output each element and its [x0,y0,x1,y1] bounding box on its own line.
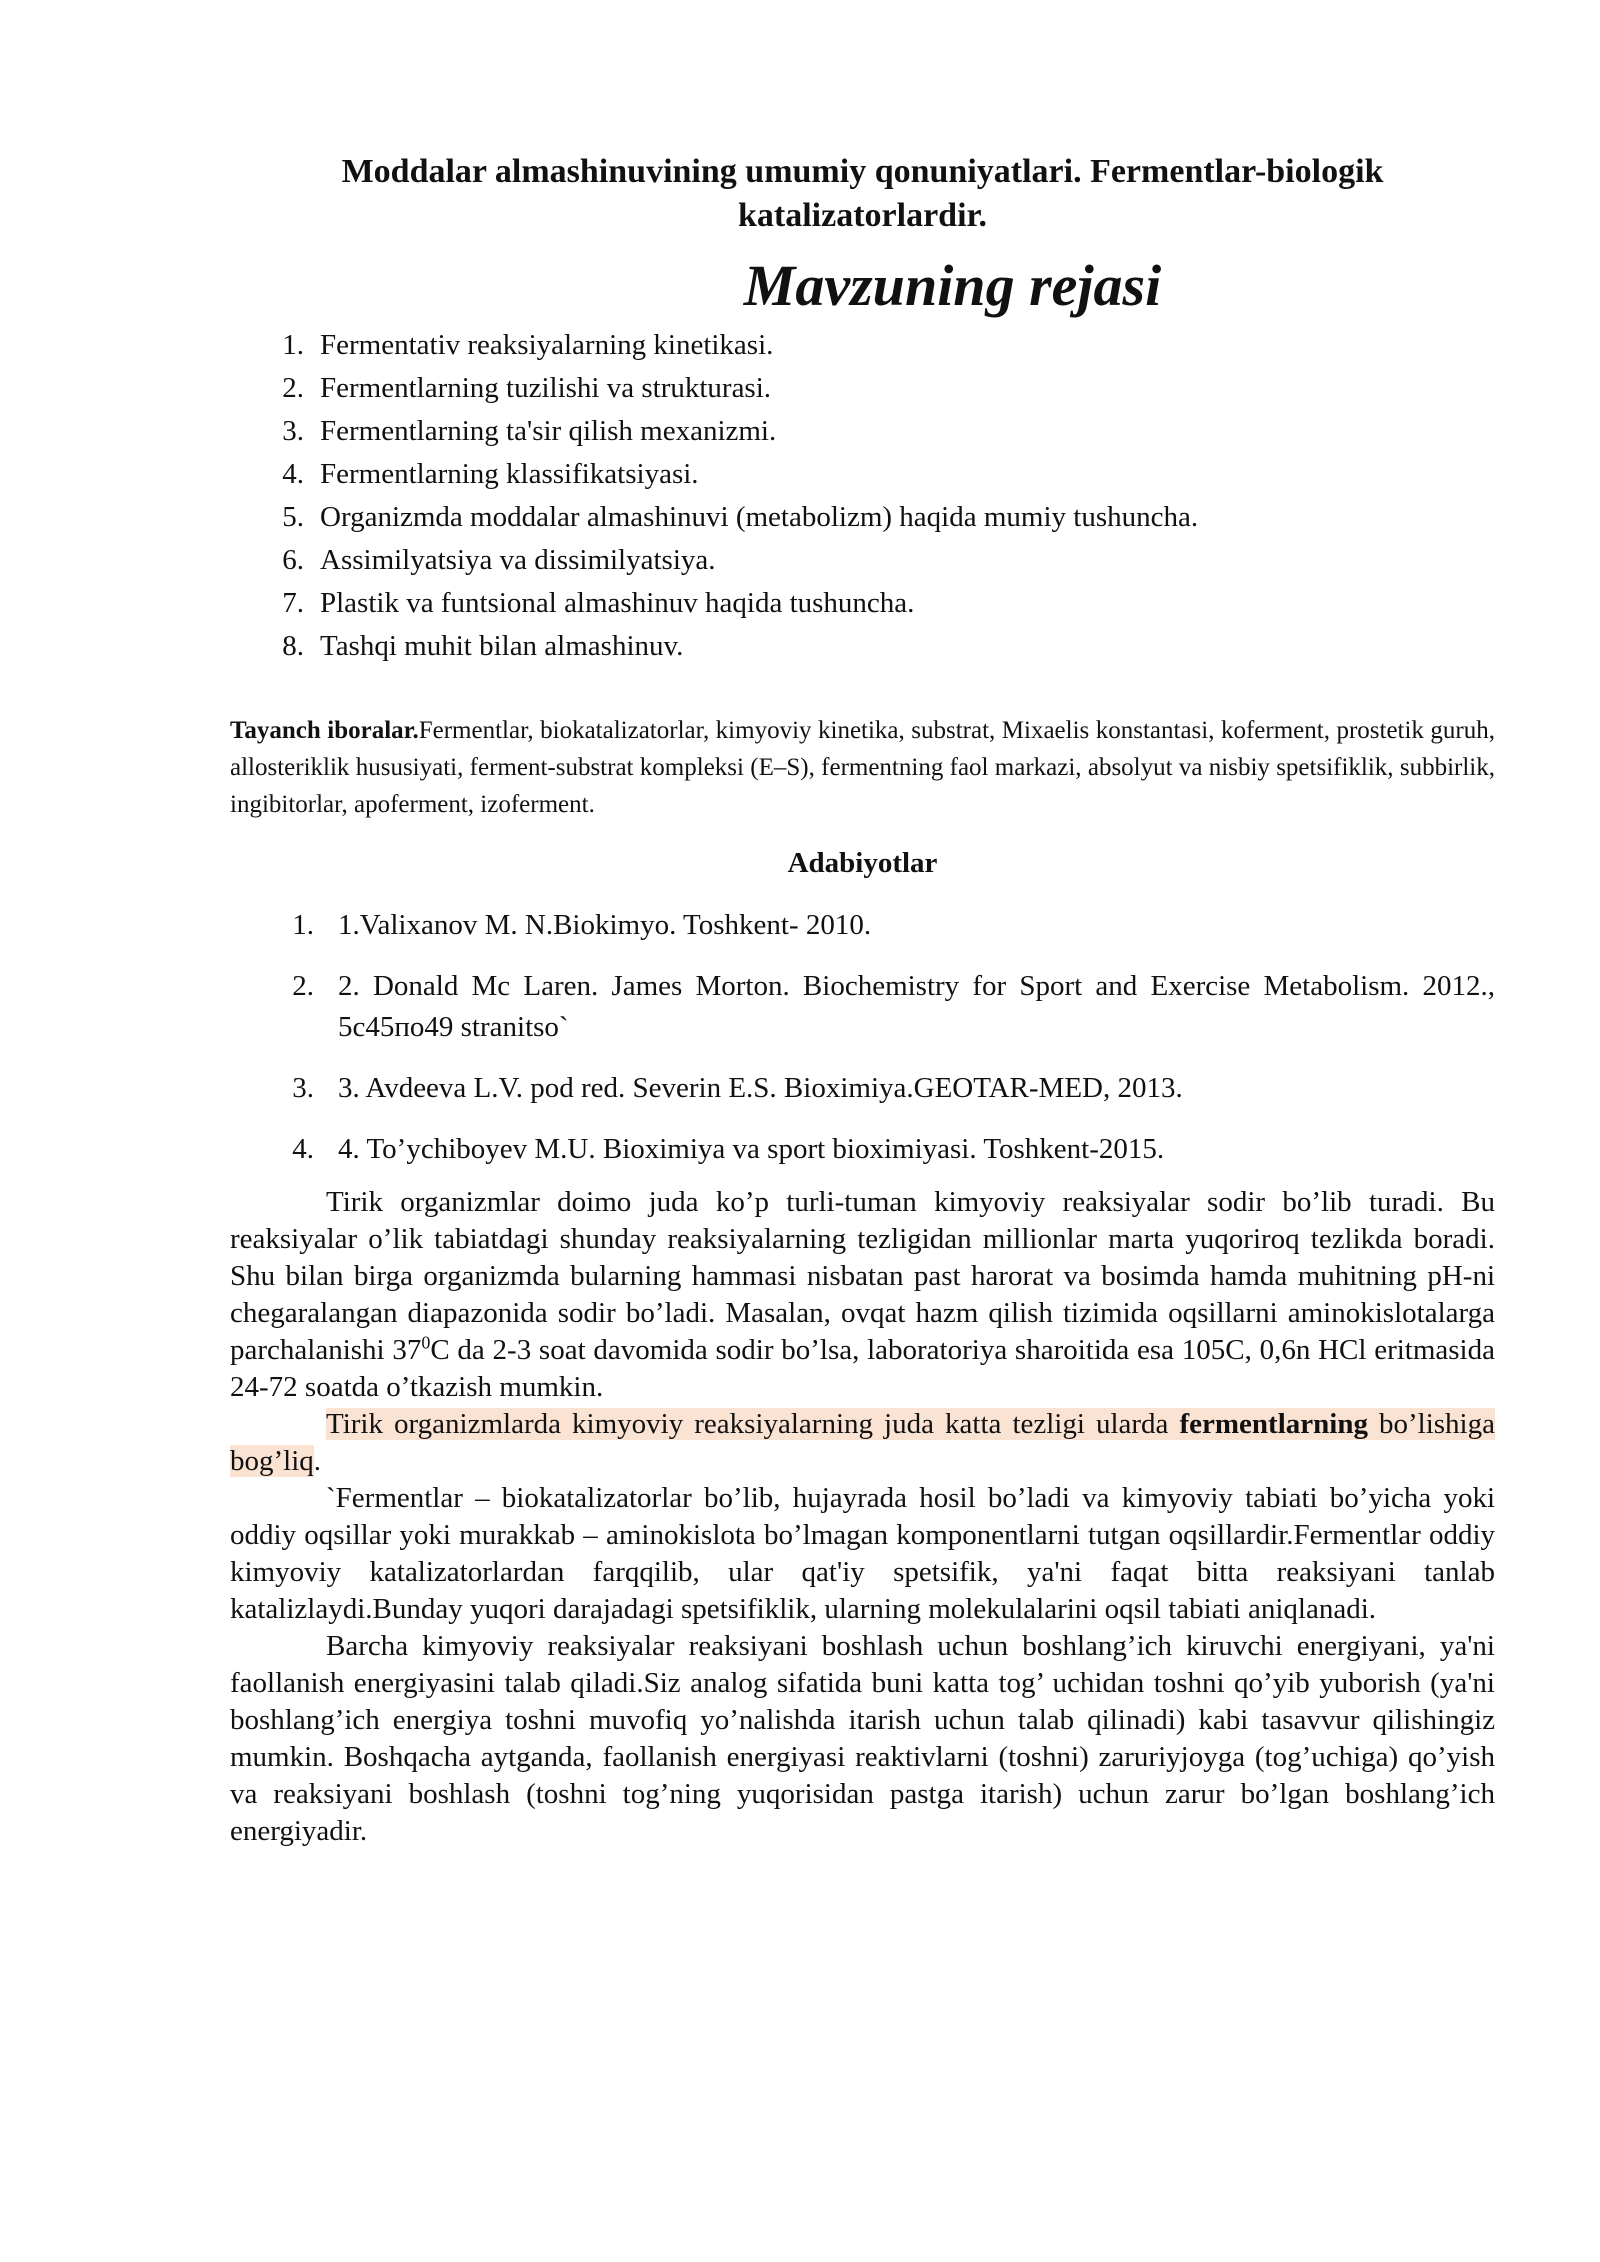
literature-item-text: 1.Valixanov M. N.Biokimyo. Toshkent- 2010. [338,909,872,941]
plan-item-number: 6. [282,544,304,576]
literature-item-number: 3. [292,1072,314,1104]
plan-item [230,367,1495,410]
paragraph-text: . [313,1445,322,1477]
paragraph-text: Tirik organizmlar doimo juda ko’p turli-tuman kimyoviy reaksiyalar sodir bo’lib turadi. Bu reaksiyalar o’lik tabiatdagi shunday reaksiyalarning tezligidan millionlar marta yuqoriroq tezlikda boradi. Shu bilan birga organizmda bularning hammasi nisbatan past harorat va bosimda hamda muhitning pH-ni chegaralangan diapazonida sodir bo’ladi. Masalan, ovqat hazm qilish tizimida oqsillarni aminokislotalarga parchalanishi 37 [230,1186,1495,1366]
plan-item-text: Fermentlarning ta'sir qilish mexanizmi. [320,415,777,447]
plan-item-number: 3. [282,415,304,447]
literature-item [230,905,1495,946]
literature-item [230,1129,1495,1170]
plan-item [230,496,1495,539]
literature-item-text: 2. Donald Mc Laren. James Morton. Biochemistry for Sport and Exercise Metabolism. 2012., 5c45по49 stranitso` [338,970,1495,1043]
plan-heading: Mavzuning rejasi [743,253,1162,318]
plan-item-text: Plastik va funtsional almashinuv haqida tushuncha. [320,587,915,619]
superscript: 0 [421,1332,431,1353]
body-paragraph-2 [230,1406,1495,1480]
plan-item-text: Fermentlarning tuzilishi va strukturasi. [320,372,772,404]
plan-item [230,539,1495,582]
plan-item-number: 8. [282,630,304,662]
literature-item [230,966,1495,1048]
plan-item-number: 2. [282,372,304,404]
literature-list [230,905,1495,1170]
paragraph-text: Tirik organizmlarda kimyoviy reaksiyalarning juda katta tezligi ularda [326,1408,1180,1440]
literature-item-text: 4. To’ychiboyev M.U. Bioximiya va sport bioximiyasi. Toshkent-2015. [338,1133,1165,1165]
document-title: Moddalar almashinuvining umumiy qonuniyatlari. Fermentlar-biologik katalizatorlardir. [341,153,1384,234]
plan-item-text: Assimilyatsiya va dissimilyatsiya. [320,544,716,576]
plan-item-text: Fermentativ reaksiyalarning kinetikasi. [320,329,774,361]
plan-list [230,324,1495,668]
literature-item [230,1068,1495,1109]
plan-item [230,453,1495,496]
plan-item-number: 1. [282,329,304,361]
body-paragraph-3: `Fermentlar – biokatalizatorlar bo’lib, hujayrada hosil bo’ladi va kimyoviy tabiati bo’yicha yoki oddiy oqsillar yoki murakkab – aminokislota bo’lmagan komponentlarni tutgan oqsillardir.Fermentlar oddiy kimyoviy katalizatorlardan farqqilib, ular qat'iy spetsifik, ya'ni faqat bitta reaksiyani tanlab katalizlaydi.Bunday yuqori darajadagi spetsifiklik, ularning molekulalarini oqsil tabiati aniqlanadi. [230,1482,1495,1625]
document-page [230,150,1495,1850]
highlighted-text [230,1408,1495,1477]
literature-item-number: 1. [292,909,314,941]
body-paragraph-1 [230,1184,1495,1406]
plan-item [230,625,1495,668]
plan-item-number: 5. [282,501,304,533]
plan-item [230,324,1495,367]
plan-item-text: Fermentlarning klassifikatsiyasi. [320,458,699,490]
plan-item [230,410,1495,453]
keywords-text: Fermentlar, biokatalizatorlar, kimyoviy kinetika, substrat, Mixaelis konstantasi, koferment, prostetik guruh, allosteriklik hususiyati, ferment-substrat kompleksi (E–S), fermentning faol markazi, absolyut va nisbiy spetsifiklik, subbirlik, ingibitorlar, apoferment, izoferment. [230,717,1495,818]
literature-item-number: 4. [292,1133,314,1165]
bold-term: fermentlarning [1179,1408,1368,1440]
keywords-label: Tayanch iboralar. [230,717,419,744]
paragraph-text: bo’lishiga bog’liq [230,1408,1495,1477]
literature-item-text: 3. Avdeeva L.V. pod red. Severin E.S. Bioximiya.GEOTAR-MED, 2013. [338,1072,1183,1104]
body-paragraph-4: Barcha kimyoviy reaksiyalar reaksiyani boshlash uchun boshlang’ich kiruvchi energiyani, ya'ni faollanish energiyasini talab qiladi.Siz analog sifatida buni katta tog’ uchidan toshni qo’yib yuborish (ya'ni boshlang’ich energiya toshni muvofiq yo’nalishda itarish uchun talab qilinadi) kabi tasavvur qilishingiz mumkin. Boshqacha aytganda, faollanish energiyasi reaktivlarni (toshni) zaruriyjoyga (tog’uchiga) qo’yish va reaksiyani boshlash (toshni tog’ning yuqorisidan pastga itarish) uchun zarur bo’lgan boshlang’ich energiyadir. [230,1630,1495,1847]
literature-item-number: 2. [292,970,314,1002]
keywords-paragraph [230,712,1495,823]
plan-item-text: Tashqi muhit bilan almashinuv. [320,630,684,662]
plan-item-text: Organizmda moddalar almashinuvi (metabolizm) haqida mumiy tushuncha. [320,501,1199,533]
paragraph-text: C da 2-3 soat davomida sodir bo’lsa, laboratoriya sharoitida esa 105C, 0,6n HCl eritmasida 24-72 soatda o’tkazish mumkin. [230,1334,1495,1403]
plan-item [230,582,1495,625]
plan-item-number: 7. [282,587,304,619]
literature-heading: Adabiyotlar [787,847,938,879]
plan-item-number: 4. [282,458,304,490]
